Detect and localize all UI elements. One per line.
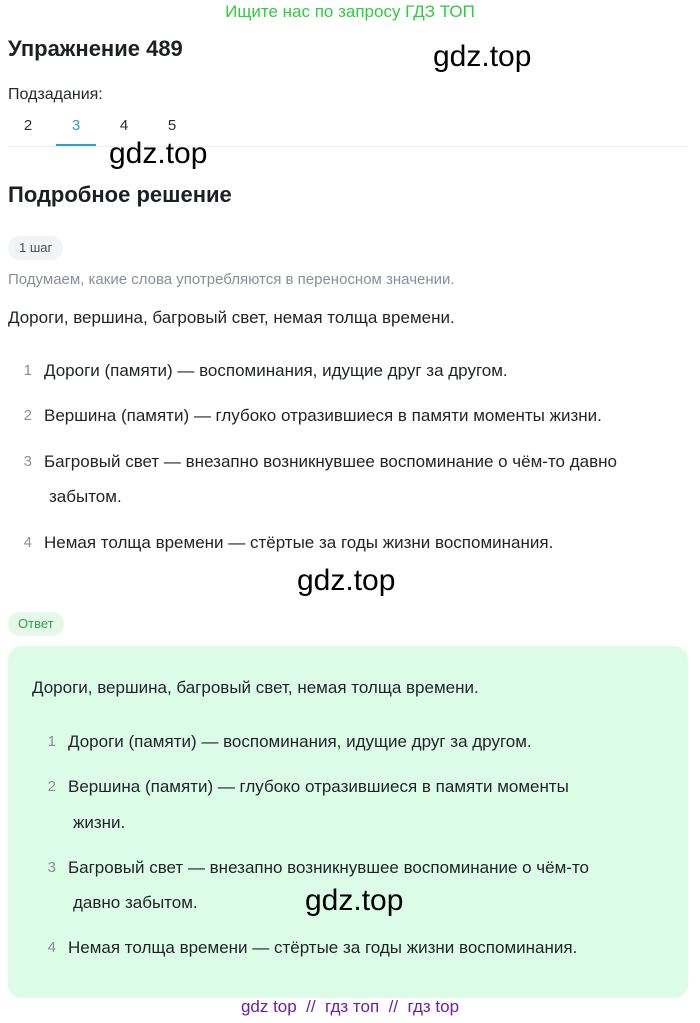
list-item: Вершина (памяти) — глубоко отразившиеся в памяти моменты жизни. [44, 406, 602, 425]
watermark: gdz.top [305, 884, 404, 917]
list-item-number: 4 [47, 939, 56, 956]
solution-title: Подробное решение [8, 182, 232, 207]
list-item: Дороги (памяти) — воспоминания, идущие друг за другом. [44, 361, 508, 380]
footer-links[interactable]: gdz top // гдз топ // гдз top [240, 997, 460, 1016]
list-item: Немая толща времени — стёртые за годы жизни воспоминания. [44, 533, 554, 552]
tab-subtask-4[interactable]: 4 [119, 117, 129, 134]
list-item-number: 3 [47, 859, 56, 876]
tab-subtask-3[interactable]: 3 [71, 117, 81, 134]
step-hint: Подумаем, какие слова употребляются в переносном значении. [8, 271, 455, 288]
answer-badge: Ответ [8, 612, 64, 636]
list-item-continuation: давно забытом. [73, 893, 198, 912]
step-badge: 1 шаг [8, 236, 63, 260]
list-item-number: 2 [23, 407, 32, 424]
list-item-number: 1 [23, 362, 32, 379]
list-item-number: 3 [23, 453, 32, 470]
list-item: Дороги (памяти) — воспоминания, идущие друг за другом. [68, 732, 532, 751]
watermark: gdz.top [109, 137, 208, 170]
subtasks-label: Подзадания: [8, 86, 103, 103]
watermark: gdz.top [297, 564, 396, 597]
list-item-number: 1 [47, 733, 56, 750]
page-title: Упражнение 489 [8, 36, 183, 61]
tab-subtask-2[interactable]: 2 [23, 117, 33, 134]
list-item-number: 2 [47, 778, 56, 795]
list-item: Багровый свет — внезапно возникнувшее воспоминание о чём-то [68, 858, 590, 877]
tab-subtask-5[interactable]: 5 [167, 117, 177, 134]
list-item: Багровый свет — внезапно возникнувшее воспоминание о чём-то давно [44, 452, 617, 471]
list-item: Немая толща времени — стёртые за годы жизни воспоминания. [68, 938, 578, 957]
list-item-number: 4 [23, 534, 32, 551]
answer-lead: Дороги, вершина, багровый свет, немая толща времени. [32, 678, 479, 697]
solution-lead: Дороги, вершина, багровый свет, немая толща времени. [8, 308, 455, 327]
search-banner: Ищите нас по запросу ГДЗ ТОП [225, 2, 475, 21]
list-item-continuation: жизни. [73, 813, 126, 832]
list-item-continuation: забытом. [49, 487, 122, 506]
list-item: Вершина (памяти) — глубоко отразившиеся в памяти моменты [68, 777, 569, 796]
watermark: gdz.top [433, 40, 532, 73]
